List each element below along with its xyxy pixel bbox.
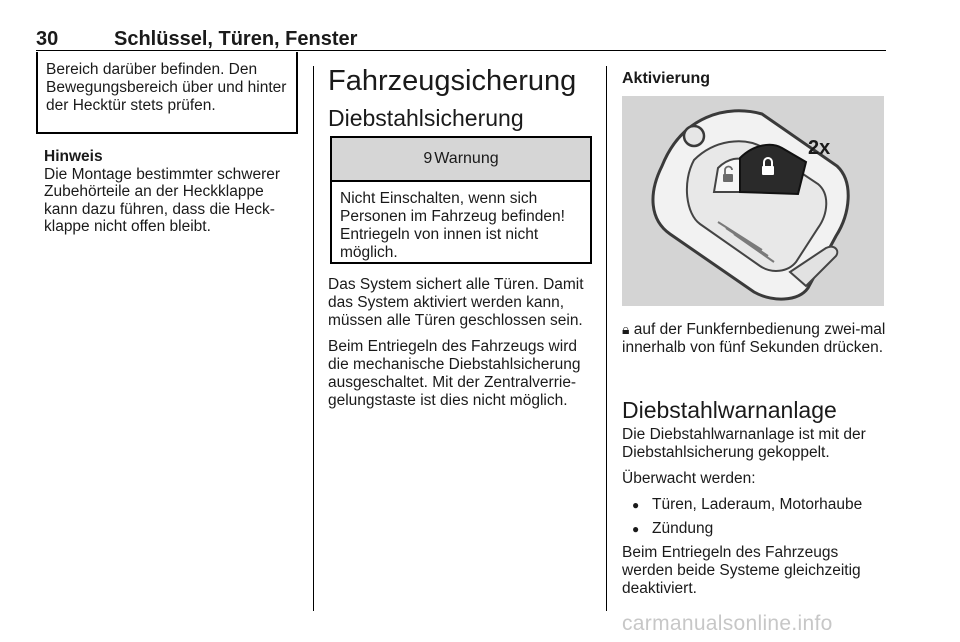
warning-header xyxy=(332,138,590,182)
hinweis-heading: Hinweis xyxy=(44,148,103,165)
page-title: Schlüssel, Türen, Fenster xyxy=(114,28,358,50)
column-divider-2 xyxy=(606,66,607,611)
diebstahlwarnanlage-heading: Diebstahlwarnanlage xyxy=(622,397,837,423)
page-number: 30 xyxy=(36,28,59,50)
continued-warning-text: Bereich darüber befinden. Den Bewegungsbereich über und hinter der Hecktür stets prüfen. xyxy=(46,61,287,114)
warning-label: Warnung xyxy=(434,150,499,167)
page-header xyxy=(36,28,886,52)
hinweis-text: Die Montage bestimmter schwerer Zubehörteile an der Heckklappe kann dazu führen, dass die Heck-klappe nicht offen bleibt. xyxy=(44,165,281,235)
diebstahlwarnanlage-text xyxy=(622,426,886,606)
aktivierung-heading: Aktivierung xyxy=(622,70,711,87)
section-title: Fahrzeugsicherung xyxy=(328,65,577,97)
press-count-label: 2x xyxy=(808,137,831,159)
header-rule xyxy=(36,50,886,51)
section-subtitle: Diebstahlsicherung xyxy=(328,105,524,131)
hinweis-note xyxy=(44,148,300,236)
aktivierung-caption xyxy=(622,320,886,357)
diebstahlsicherung-text xyxy=(328,276,596,418)
dw-paragraph-2: Überwacht werden: xyxy=(622,470,756,487)
list-item: ● Türen, Laderaum, Motorhaube xyxy=(622,496,886,514)
paragraph-2: Beim Entriegeln des Fahrzeugs wird die mechanische Diebstahlsicherung ausgeschaltet. Mit der Zentralverrie-gelungstaste ist dies nicht möglich. xyxy=(328,338,581,409)
paragraph-1: Das System sichert alle Türen. Damit das System aktiviert werden kann, müssen alle Türen geschlossen sein. xyxy=(328,276,584,329)
monitored-list xyxy=(622,496,886,538)
warning-box xyxy=(330,136,592,264)
watermark: carmanualsonline.info xyxy=(622,612,833,635)
dw-paragraph-1: Die Diebstahlwarnanlage ist mit der Diebstahlsicherung gekoppelt. xyxy=(622,426,866,461)
caption-text: auf der Funkfernbedienung zwei-mal innerhalb von fünf Sekunden drücken. xyxy=(622,321,886,356)
warning-text: Nicht Einschalten, wenn sich Personen im Fahrzeug befinden! Entriegeln von innen ist nicht möglich. xyxy=(340,190,565,261)
lock-icon: 🔒︎ xyxy=(622,321,630,337)
column-divider-1 xyxy=(313,66,314,611)
list-item: ● Zündung xyxy=(622,520,886,538)
warning-icon: 9 xyxy=(423,150,433,167)
key-fob-image xyxy=(622,96,884,306)
dw-paragraph-3: Beim Entriegeln des Fahrzeugs werden beide Systeme gleichzeitig deaktiviert. xyxy=(622,544,861,597)
continued-warning-box xyxy=(36,52,298,134)
